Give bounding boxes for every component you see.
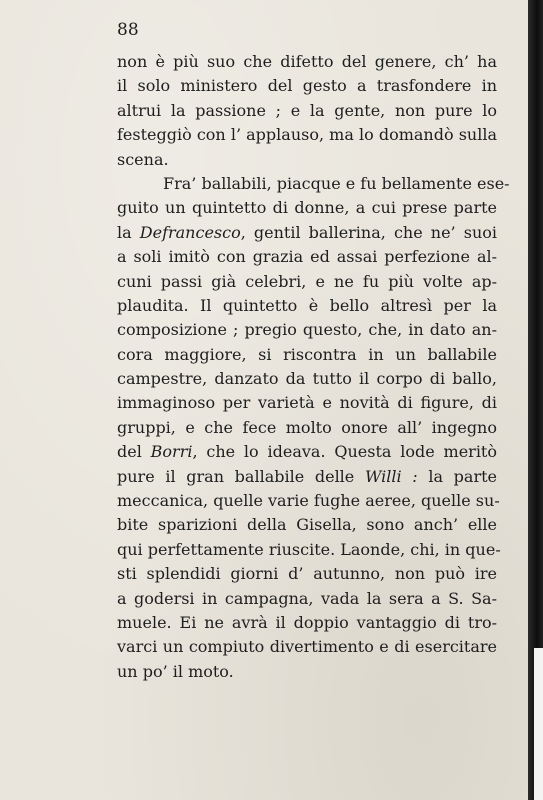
text-line: bite sparizioni della Gisella, sono anch’ elle bbox=[117, 515, 497, 535]
body-text bbox=[117, 50, 510, 684]
text-line: non è più suo che difetto del genere, ch’ ha bbox=[117, 52, 497, 71]
text-line: muele. Ei ne avrà il doppio vantaggio di tro- bbox=[117, 612, 497, 632]
italic-name: Defrancesco bbox=[139, 222, 241, 242]
text-line: gruppi, e che fece molto onore all’ ingegno bbox=[117, 417, 497, 437]
italic-name: Willi : bbox=[364, 466, 418, 486]
text-line: altrui la passione ; e la gente, non pure lo bbox=[117, 100, 497, 120]
text-line: qui perfettamente riuscite. Laonde, chi, in que- bbox=[117, 539, 501, 559]
text-line: varci un compiuto divertimento e di esercitare bbox=[117, 637, 497, 657]
text-line: composizione ; pregio questo, che, in dato an- bbox=[117, 320, 497, 340]
text-line: sti splendidi giorni d’ autunno, non può ire bbox=[117, 564, 497, 584]
page-edge-light bbox=[534, 648, 543, 800]
text-line: il solo ministero del gesto a trasfondere in bbox=[117, 76, 497, 96]
text-line: immaginoso per varietà e novità di figure, di bbox=[117, 393, 497, 413]
text-line: cuni passi già celebri, e ne fu più volte ap- bbox=[117, 271, 497, 291]
text-line: guito un quintetto di donne, a cui prese parte bbox=[117, 198, 497, 218]
text-line: del Borri, che lo ideava. Questa lode meritò bbox=[117, 442, 497, 462]
text-line: a soli imitò con grazia ed assai perfezione al- bbox=[117, 247, 497, 267]
text-line: pure il gran ballabile delle Willi : la parte bbox=[117, 466, 497, 486]
paragraph-first-line: Fra’ ballabili, piacque e fu bellamente ese- bbox=[163, 173, 510, 193]
text-line: festeggiò con l’ applauso, ma lo domandò sulla bbox=[117, 125, 497, 145]
text-line: meccanica, quelle varie fughe aeree, quelle su- bbox=[117, 491, 500, 511]
text-line: a godersi in campagna, vada la sera a S. Sa- bbox=[117, 588, 497, 608]
text-line: scena. bbox=[117, 149, 169, 169]
text-line: un po’ il moto. bbox=[117, 661, 234, 681]
text-line: la Defrancesco, gentil ballerina, che ne’ suoi bbox=[117, 222, 498, 242]
page-number: 88 bbox=[117, 20, 139, 40]
text-line: cora maggiore, si riscontra in un ballabile bbox=[117, 344, 497, 364]
italic-name: Borri bbox=[150, 442, 193, 462]
text-line: plaudita. Il quintetto è bello altresì per la bbox=[117, 295, 497, 315]
text-line: campestre, danzato da tutto il corpo di ballo, bbox=[117, 369, 497, 389]
